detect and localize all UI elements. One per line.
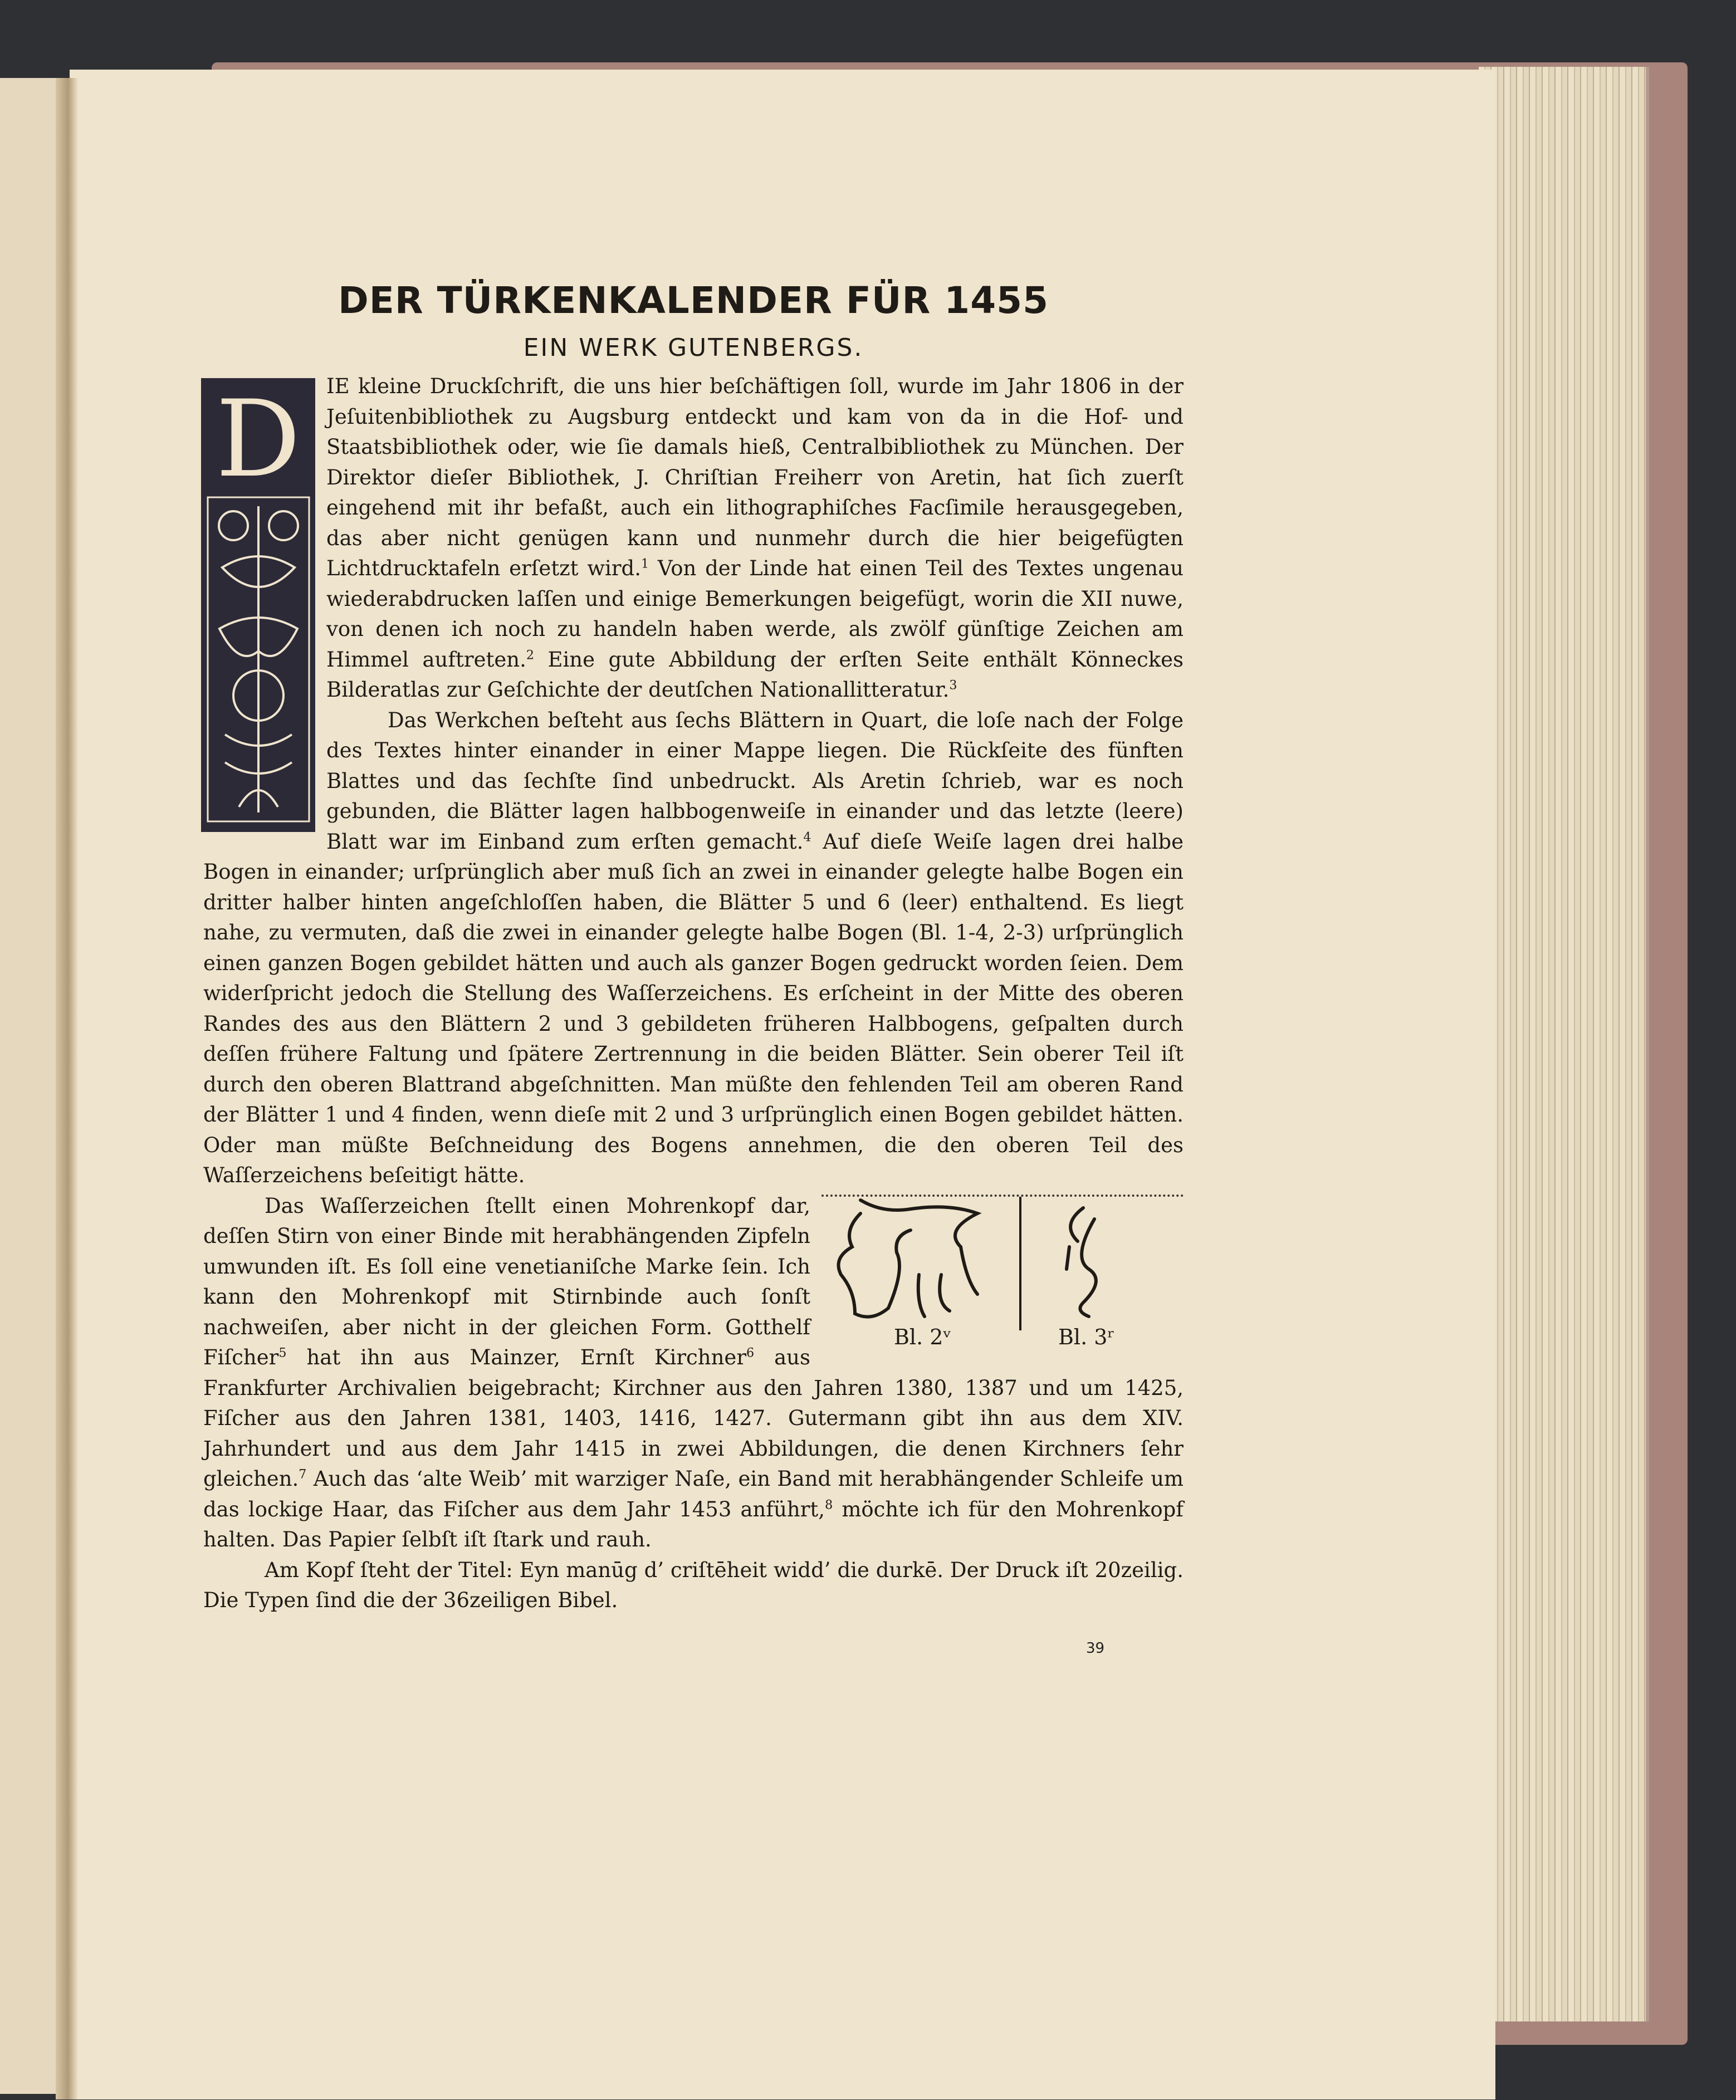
book-gutter — [56, 78, 78, 2099]
paragraph-1-text-c: Eine gute Abbildung der erſten Seite enthält Könneckes Bilderatlas zur Geſchichte der deutſchen Nationallitteratur. — [326, 647, 1184, 702]
footnote-ref-5: 5 — [278, 1345, 287, 1360]
paragraph-3-text-e: möchte ich für den Mohrenkopf halten. Das Papier ſelbſt iſt ſtark und rauh. — [203, 1497, 1184, 1551]
ornament-icon — [206, 495, 311, 824]
footnote-ref-8: 8 — [825, 1497, 833, 1512]
paragraph-4 — [203, 1555, 1184, 1616]
paragraph-1 — [203, 371, 1184, 706]
footnote-ref-2: 2 — [526, 648, 534, 663]
watermark-figure — [821, 1195, 1184, 1358]
text-block — [203, 276, 1184, 1616]
figure-caption-left: Bl. 2ᵛ — [894, 1324, 951, 1349]
paragraph-2-text-b: Auf dieſe Weiſe lagen drei halbe Bogen in einander; urſprünglich aber muß ſich an zwei in einander gelegte halbe Bogen ein dritter halber hinten angeſchloſſen haben, die Blätter 5 und 6 (leer) enthaltend. Es liegt nahe, zu vermuten, daß die zwei in einander gelegte halbe Bogen (Bl. 1-4, 2-3) urſprünglich einen ganzen Bogen gebildet hätten und auch als ganzer Bogen gedruckt worden ſeien. Dem widerſpricht jedoch die Stellung des Waſſerzeichens. Es erſcheint in der Mitte des oberen Randes des aus den Blättern 2 und 3 gebildeten früheren Halbbogens, geſpalten durch deſſen frühere Faltung und ſpätere Zertrennung in die beiden Blätter. Sein oberer Teil iſt durch den oberen Blattrand abgeſchnitten. Man müßte den fehlenden Teil am oberen Rand der Blätter 1 und 4 finden, wenn dieſe mit 2 und 3 urſprünglich einen Bogen gebildet hätten. Oder man müßte Beſchneidung des Bogens annehmen, die den oberen Teil des Waſſerzeichens beſeitigt hätte. — [203, 829, 1184, 1187]
page-edges — [1479, 67, 1649, 2021]
footnote-ref-7: 7 — [299, 1467, 307, 1482]
paragraph-3-text-a: Das Waſſerzeichen ſtellt einen Mohrenkopf dar, deſſen Stirn von einer Binde mit herabhängenden Zipfeln umwunden iſt. Es ſoll eine venetianiſche Marke ſein. Ich kann den Mohrenkopf mit Stirnbinde auch ſonſt nachweiſen, aber nicht in der gleichen Form. Gotthelf Fiſcher — [203, 1193, 810, 1369]
figure-caption-right: Bl. 3ʳ — [1058, 1324, 1115, 1349]
paragraph-1-text-a: IE kleine Druckſchrift, die uns hier beſchäftigen ſoll, wurde im Jahr 1806 in der Jeſuitenbibliothek zu Augsburg entdeckt und kam von da in die Hof- und Staatsbibliothek oder, wie ſie damals hieß, Centralbibliothek zu München. Der Direktor dieſer Bibliothek, J. Chriſtian Freiherr von Aretin, hat ſich zuerſt eingehend mit ihr befaßt, auch ein lithographiſches Facſimile herausgegeben, das aber nicht genügen kann und nunmehr durch die hier beigefügten Lichtdrucktafeln erſetzt wird. — [326, 374, 1184, 580]
page-subtitle: EIN WERK GUTENBERGS. — [523, 334, 864, 362]
footnote-ref-3: 3 — [949, 678, 957, 693]
footnote-ref-4: 4 — [803, 830, 811, 845]
page-title: DER TÜRKENKALENDER FÜR 1455 — [338, 279, 1049, 322]
paragraph-2-text-a: Das Werkchen beſteht aus ſechs Blättern in Quart, die loſe nach der Folge des Textes hinter einander in einer Mappe liegen. Die Rückſeite des fünften Blattes und das ſechſte ſind unbedruckt. Als Aretin ſchrieb, war es noch gebunden, die Blätter lagen halbbogenweiſe in einander und das letzte (leere) Blatt war im Einband zum erſten gemacht. — [326, 708, 1184, 854]
ornamental-initial — [201, 378, 315, 832]
footnote-ref-1: 1 — [640, 556, 649, 571]
paragraph-1-text-b: Von der Linde hat einen Teil des Textes ungenau wiederabdrucken laſſen und einige Bemerkungen beigefügt, worin die XII nuwe, von denen ich noch zu handeln haben werde, als zwölf günſtige Zeichen am Himmel auftreten. — [326, 556, 1184, 672]
paragraph-2 — [203, 706, 1184, 1191]
paragraph-3-text-c: aus Frankfurter Archivalien beigebracht; Kirchner aus den Jahren 1380, 1387 und um 1425, Fiſcher aus den Jahren 1381, 1403, 1416, 1427. Gutermann gibt ihn aus dem XIV. Jahrhundert und aus dem Jahr 1415 in zwei Abbildungen, die denen Kirchners ſehr gleichen. — [203, 1345, 1184, 1491]
article-body — [203, 371, 1184, 1616]
page-number: 39 — [1086, 1640, 1105, 1657]
initial-letter: D — [216, 378, 301, 501]
footnote-ref-6: 6 — [746, 1345, 755, 1360]
paragraph-3-text-b: hat ihn aus Mainzer, Ernſt Kirchner — [286, 1345, 747, 1369]
paragraph-3-text-d: Auch das ‘alte Weib’ mit warziger Naſe, ein Band mit herabhängender Schleife um das lockige Haar, das Fiſcher aus dem Jahr 1453 anführt, — [203, 1467, 1184, 1521]
watermark-head-icon — [821, 1197, 1184, 1330]
paragraph-4-text: Am Kopf ſteht der Titel: Eyn manūg d’ criſtēheit widd’ die durkē. Der Druck iſt 20zeilig. Die Typen ſind die der 36zeiligen Bibel. — [203, 1558, 1184, 1612]
